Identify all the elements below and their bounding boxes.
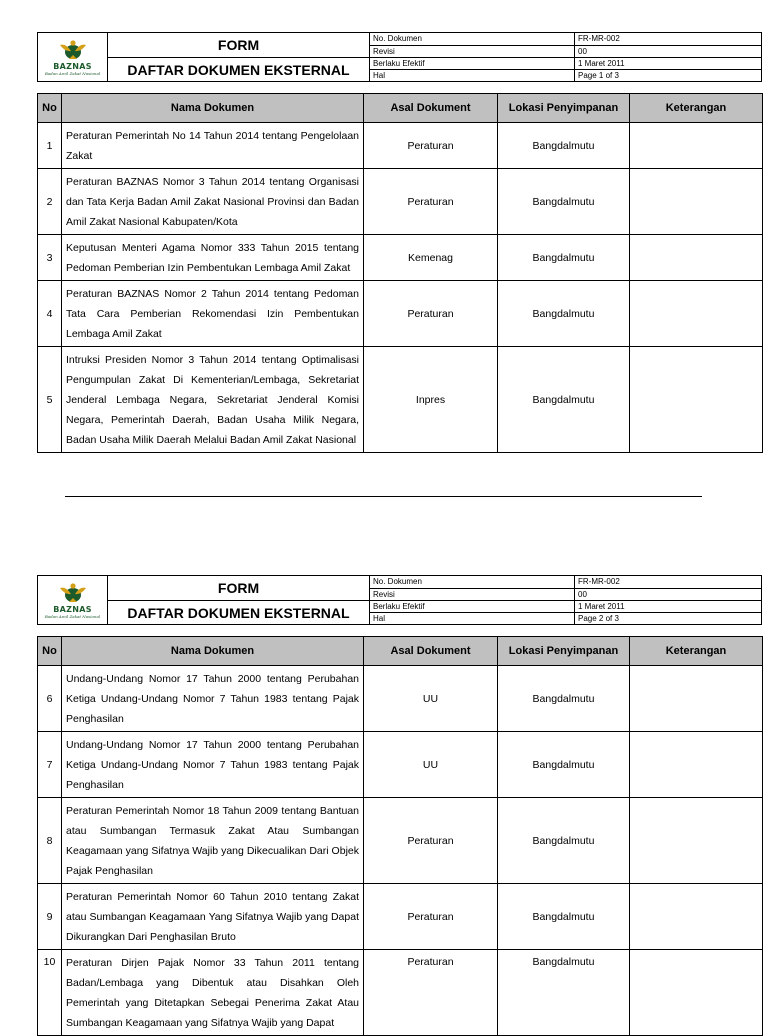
cell-lokasi: Bangdalmutu [498,666,630,732]
cell-asal-dokument: Peraturan [364,281,498,347]
cell-no: 6 [38,666,62,732]
form-header [37,32,762,82]
baznas-logo [38,576,108,625]
column-header-nama: Nama Dokumen [62,94,364,123]
meta-key-hal: Hal [370,70,575,82]
cell-keterangan [630,169,763,235]
cell-nama-dokumen: Undang-Undang Nomor 17 Tahun 2000 tentang Perubahan Ketiga Undang-Undang Nomor 7 Tahun 1983 tentang Pajak Penghasilan [62,732,364,798]
column-header-lokasi: Lokasi Penyimpanan [498,637,630,666]
cell-keterangan [630,798,763,884]
cell-nama-dokumen: Peraturan BAZNAS Nomor 3 Tahun 2014 tentang Organisasi dan Tata Kerja Badan Amil Zakat Nasional Provinsi dan Badan Amil Zakat Nasional Kabupaten/Kota [62,169,364,235]
column-header-asal: Asal Dokument [364,637,498,666]
baznas-emblem-icon [58,39,88,61]
document-title: DAFTAR DOKUMEN EKSTERNAL [108,58,370,82]
cell-asal-dokument: UU [364,732,498,798]
cell-no: 5 [38,347,62,453]
cell-keterangan [630,666,763,732]
column-header-no: No [38,94,62,123]
table-header-row [38,94,763,123]
brand-name: BAZNAS [53,604,92,614]
form-label: FORM [108,33,370,58]
cell-lokasi: Bangdalmutu [498,169,630,235]
meta-key-hal: Hal [370,613,575,625]
cell-no: 4 [38,281,62,347]
table-row [38,347,763,453]
cell-keterangan [630,732,763,798]
cell-nama-dokumen: Intruksi Presiden Nomor 3 Tahun 2014 tentang Optimalisasi Pengumpulan Zakat Di Kementerian/Lembaga, Sekretariat Jenderal Lembaga Negara, Sekretariat Jenderal Komisi Negara, Pemerintah Daerah, Badan Usaha Milik Negara, Badan Usaha Milik Daerah Melalui Badan Amil Zakat Nasional [62,347,364,453]
cell-lokasi: Bangdalmutu [498,732,630,798]
cell-nama-dokumen: Undang-Undang Nomor 17 Tahun 2000 tentang Perubahan Ketiga Undang-Undang Nomor 7 Tahun 1983 tentang Pajak Penghasilan [62,666,364,732]
cell-no: 3 [38,235,62,281]
meta-key-no-dokumen: No. Dokumen [370,576,575,589]
document-page-2 [37,575,762,1036]
table-row [38,235,763,281]
table-row [38,950,763,1036]
cell-nama-dokumen: Peraturan BAZNAS Nomor 2 Tahun 2014 tentang Pedoman Tata Cara Pemberian Rekomendasi Izin Pembentukan Lembaga Amil Zakat [62,281,364,347]
cell-asal-dokument: Inpres [364,347,498,453]
meta-key-berlaku-efektif: Berlaku Efektif [370,58,575,70]
cell-no: 8 [38,798,62,884]
cell-lokasi: Bangdalmutu [498,798,630,884]
table-header-row [38,637,763,666]
cell-nama-dokumen: Peraturan Dirjen Pajak Nomor 33 Tahun 2011 tentang Badan/Lembaga yang Dibentuk atau Disahkan Oleh Pemerintah yang Ditetapkan Sebegai Penerima Zakat Atau Sumbangan Keagamaan yang Sifatnya Wajib yang Dapat [62,950,364,1036]
cell-lokasi: Bangdalmutu [498,235,630,281]
document-table [37,636,763,1036]
column-header-lokasi: Lokasi Penyimpanan [498,94,630,123]
column-header-no: No [38,637,62,666]
cell-asal-dokument: Peraturan [364,123,498,169]
table-row [38,123,763,169]
cell-lokasi: Bangdalmutu [498,123,630,169]
meta-value-revisi: 00 [575,45,762,58]
meta-key-no-dokumen: No. Dokumen [370,33,575,46]
cell-no: 1 [38,123,62,169]
table-row [38,666,763,732]
cell-asal-dokument: Kemenag [364,235,498,281]
cell-nama-dokumen: Peraturan Pemerintah Nomor 60 Tahun 2010 tentang Zakat atau Sumbangan Keagamaan Yang Sifatnya Wajib yang Dapat Dikurangkan Dari Penghasilan Bruto [62,884,364,950]
cell-keterangan [630,123,763,169]
meta-key-revisi: Revisi [370,45,575,58]
brand-name: BAZNAS [53,61,92,71]
cell-nama-dokumen: Keputusan Menteri Agama Nomor 333 Tahun 2015 tentang Pedoman Pemberian Izin Pembentukan Lembaga Amil Zakat [62,235,364,281]
brand-tagline: Badan Amil Zakat Nasional [44,613,101,619]
column-header-keterangan: Keterangan [630,637,763,666]
meta-value-no-dokumen: FR-MR-002 [575,576,762,589]
form-header [37,575,762,625]
cell-no: 10 [38,950,62,1036]
cell-no: 9 [38,884,62,950]
cell-asal-dokument: Peraturan [364,798,498,884]
cell-asal-dokument: Peraturan [364,884,498,950]
meta-value-no-dokumen: FR-MR-002 [575,33,762,46]
cell-lokasi: Bangdalmutu [498,281,630,347]
baznas-emblem-icon [58,582,88,604]
meta-value-hal: Page 2 of 3 [575,613,762,625]
table-row [38,169,763,235]
cell-nama-dokumen: Peraturan Pemerintah No 14 Tahun 2014 tentang Pengelolaan Zakat [62,123,364,169]
table-row [38,281,763,347]
cell-keterangan [630,281,763,347]
column-header-keterangan: Keterangan [630,94,763,123]
document-title: DAFTAR DOKUMEN EKSTERNAL [108,601,370,625]
meta-value-berlaku-efektif: 1 Maret 2011 [575,58,762,70]
cell-keterangan [630,884,763,950]
table-row [38,884,763,950]
cell-keterangan [630,347,763,453]
meta-key-berlaku-efektif: Berlaku Efektif [370,601,575,613]
cell-no: 7 [38,732,62,798]
cell-asal-dokument: Peraturan [364,950,498,1036]
meta-value-revisi: 00 [575,588,762,601]
table-row [38,798,763,884]
cell-asal-dokument: Peraturan [364,169,498,235]
cell-nama-dokumen: Peraturan Pemerintah Nomor 18 Tahun 2009 tentang Bantuan atau Sumbangan Termasuk Zakat Atau Sumbangan Keagamaan yang Sifatnya Wajib yang Dikecualikan Dari Objek Pajak Penghasilan [62,798,364,884]
cell-keterangan [630,235,763,281]
column-header-asal: Asal Dokument [364,94,498,123]
baznas-logo [38,33,108,82]
page-divider [65,496,702,497]
brand-tagline: Badan Amil Zakat Nasional [44,70,101,76]
meta-value-hal: Page 1 of 3 [575,70,762,82]
form-label: FORM [108,576,370,601]
cell-keterangan [630,950,763,1036]
table-row [38,732,763,798]
cell-lokasi: Bangdalmutu [498,884,630,950]
column-header-nama: Nama Dokumen [62,637,364,666]
cell-no: 2 [38,169,62,235]
meta-key-revisi: Revisi [370,588,575,601]
meta-value-berlaku-efektif: 1 Maret 2011 [575,601,762,613]
document-table [37,93,763,453]
cell-asal-dokument: UU [364,666,498,732]
cell-lokasi: Bangdalmutu [498,347,630,453]
cell-lokasi: Bangdalmutu [498,950,630,1036]
document-page-1 [37,32,762,453]
